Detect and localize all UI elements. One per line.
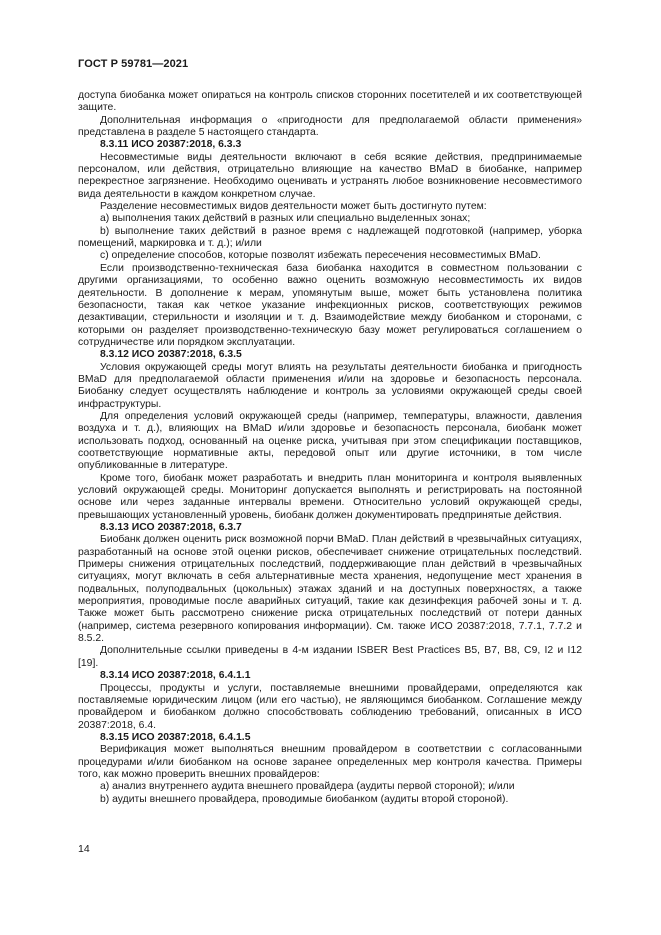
document-body xyxy=(78,90,582,806)
section-heading: 8.3.15 ИСО 20387:2018, 6.4.1.5 xyxy=(100,731,251,743)
paragraph: Биобанк должен оценить риск возможной порчи BMaD. План действий в чрезвычайных ситуациях, разработанный на основе этой оценки рисков, обеспечивает снижение отрицательных последствий. Примеры снижения отрицательных последствий, поддерживающие план действий в чрезвычайных ситуациях, могут включать в себя альтернативные места хранения, недопущение мест хранения в подвальных, полуподвальных (цокольных) этажах зданий и на доступных поверхностях, а также мероприятия, проводимые после аварийных ситуаций, такие как дезинфекция рабочей зоны и т. д. Также может быть рассмотрено снижение риска отрицательных последствий от потери данных (например, система резервного копирования информации). См. также ИСО 20387:2018, 7.7.1, 7.7.2 и 8.5.2. xyxy=(78,534,582,645)
section-heading: 8.3.13 ИСО 20387:2018, 6.3.7 xyxy=(100,522,242,534)
page-number: 14 xyxy=(78,843,90,855)
paragraph: Верификация может выполняться внешним провайдером в соответствии с согласованными процедурами и/или биобанком на основе заранее определенных мер контроля качества. Примеры того, как можно проверить внешних провайдеров: xyxy=(78,744,582,780)
section-heading: 8.3.11 ИСО 20387:2018, 6.3.3 xyxy=(100,139,242,151)
list-item: a) анализ внутреннего аудита внешнего провайдера (аудиты первой стороной); и/или xyxy=(100,781,515,793)
list-item: b) аудиты внешнего провайдера, проводимые биобанком (аудиты второй стороной). xyxy=(100,793,509,805)
section-heading: 8.3.12 ИСО 20387:2018, 6.3.5 xyxy=(100,349,242,361)
document-header: ГОСТ Р 59781—2021 xyxy=(78,58,189,70)
paragraph: Если производственно-техническая база биобанка находится в совместном пользовании с другими организациями, то особенно важно оценить возможную несовместимость их видов деятельности. В дополнение к мерам, упомянутым выше, может быть установлена политика безопасности, такая как четкое указание инфекционных рисков, соответствующих режимов дезактивации, стерильности и изоляции и т. д. Взаимодействие между биобанком и сторонами, с которыми он разделяет производственно-техническую базу может регулироваться соглашением о сотрудничестве или порядком эксплуатации. xyxy=(78,262,582,348)
paragraph: Процессы, продукты и услуги, поставляемые внешними провайдерами, определяются как поставляемые юридическим лицом (или его частью), не являющимся биобанком. Соглашение между провайдером и биобанком должно способствовать соблюдению требований, описанных в ИСО 20387:2018, 6.4. xyxy=(78,682,582,731)
list-item: c) определение способов, которые позволят избежать пересечения несовместимых BMaD. xyxy=(100,250,541,262)
list-item: b) выполнение таких действий в разное время с надлежащей подготовкой (например, уборка помещений, маркировка и т. д.); и/или xyxy=(78,225,582,250)
list-item: a) выполнения таких действий в разных или специально выделенных зонах; xyxy=(100,213,471,225)
paragraph: Для определения условий окружающей среды (например, температуры, влажности, давления воздуха и т. д.), влияющих на BMaD и/или здоровье и безопасность персонала, биобанк может использовать подход, основанный на оценке риска, учитывая при этом спецификации поставщиков, соответствующие нормативные акты, передовой опыт или другие источники, в том числе опубликованные в литературе. xyxy=(78,410,582,472)
section-heading: 8.3.14 ИСО 20387:2018, 6.4.1.1 xyxy=(100,670,251,682)
paragraph: Условия окружающей среды могут влиять на результаты деятельности биобанка и пригодность BMaD для предполагаемой области применения и/или на здоровье и безопасность персонала. Биобанку следует осуществлять наблюдение и контроль за условиями окружающей среды своей инфраструктуры. xyxy=(78,361,582,410)
paragraph: Кроме того, биобанк может разработать и внедрить план мониторинга и контроля выявленных условий окружающей среды. Мониторинг допускается выполнять и регистрировать на постоянной основе или через заданные интервалы времени. Относительно условий окружающей среды, превышающих установленный уровень, биобанк должен документировать предпринятые действия. xyxy=(78,472,582,521)
paragraph: Несовместимые виды деятельности включают в себя всякие действия, предпринимаемые персоналом, или действия, отрицательно влияющие на качество BMaD в биобанке, например перекрестное загрязнение. Необходимо оценивать и устранять любое возникновение несовместимого вида деятельности в каждом конкретном случае. xyxy=(78,151,582,200)
paragraph: Разделение несовместимых видов деятельности может быть достигнуто путем: xyxy=(100,201,487,213)
paragraph: Дополнительная информация о «пригодности для предполагаемой области применения» представлена в разделе 5 настоящего стандарта. xyxy=(78,114,582,139)
paragraph: Дополнительные ссылки приведены в 4-м издании ISBER Best Practices B5, B7, B8, C9, I2 и I12 [19]. xyxy=(78,645,582,669)
paragraph: доступа биобанка может опираться на контроль списков сторонних посетителей и их соответствующей защите. xyxy=(78,90,582,114)
